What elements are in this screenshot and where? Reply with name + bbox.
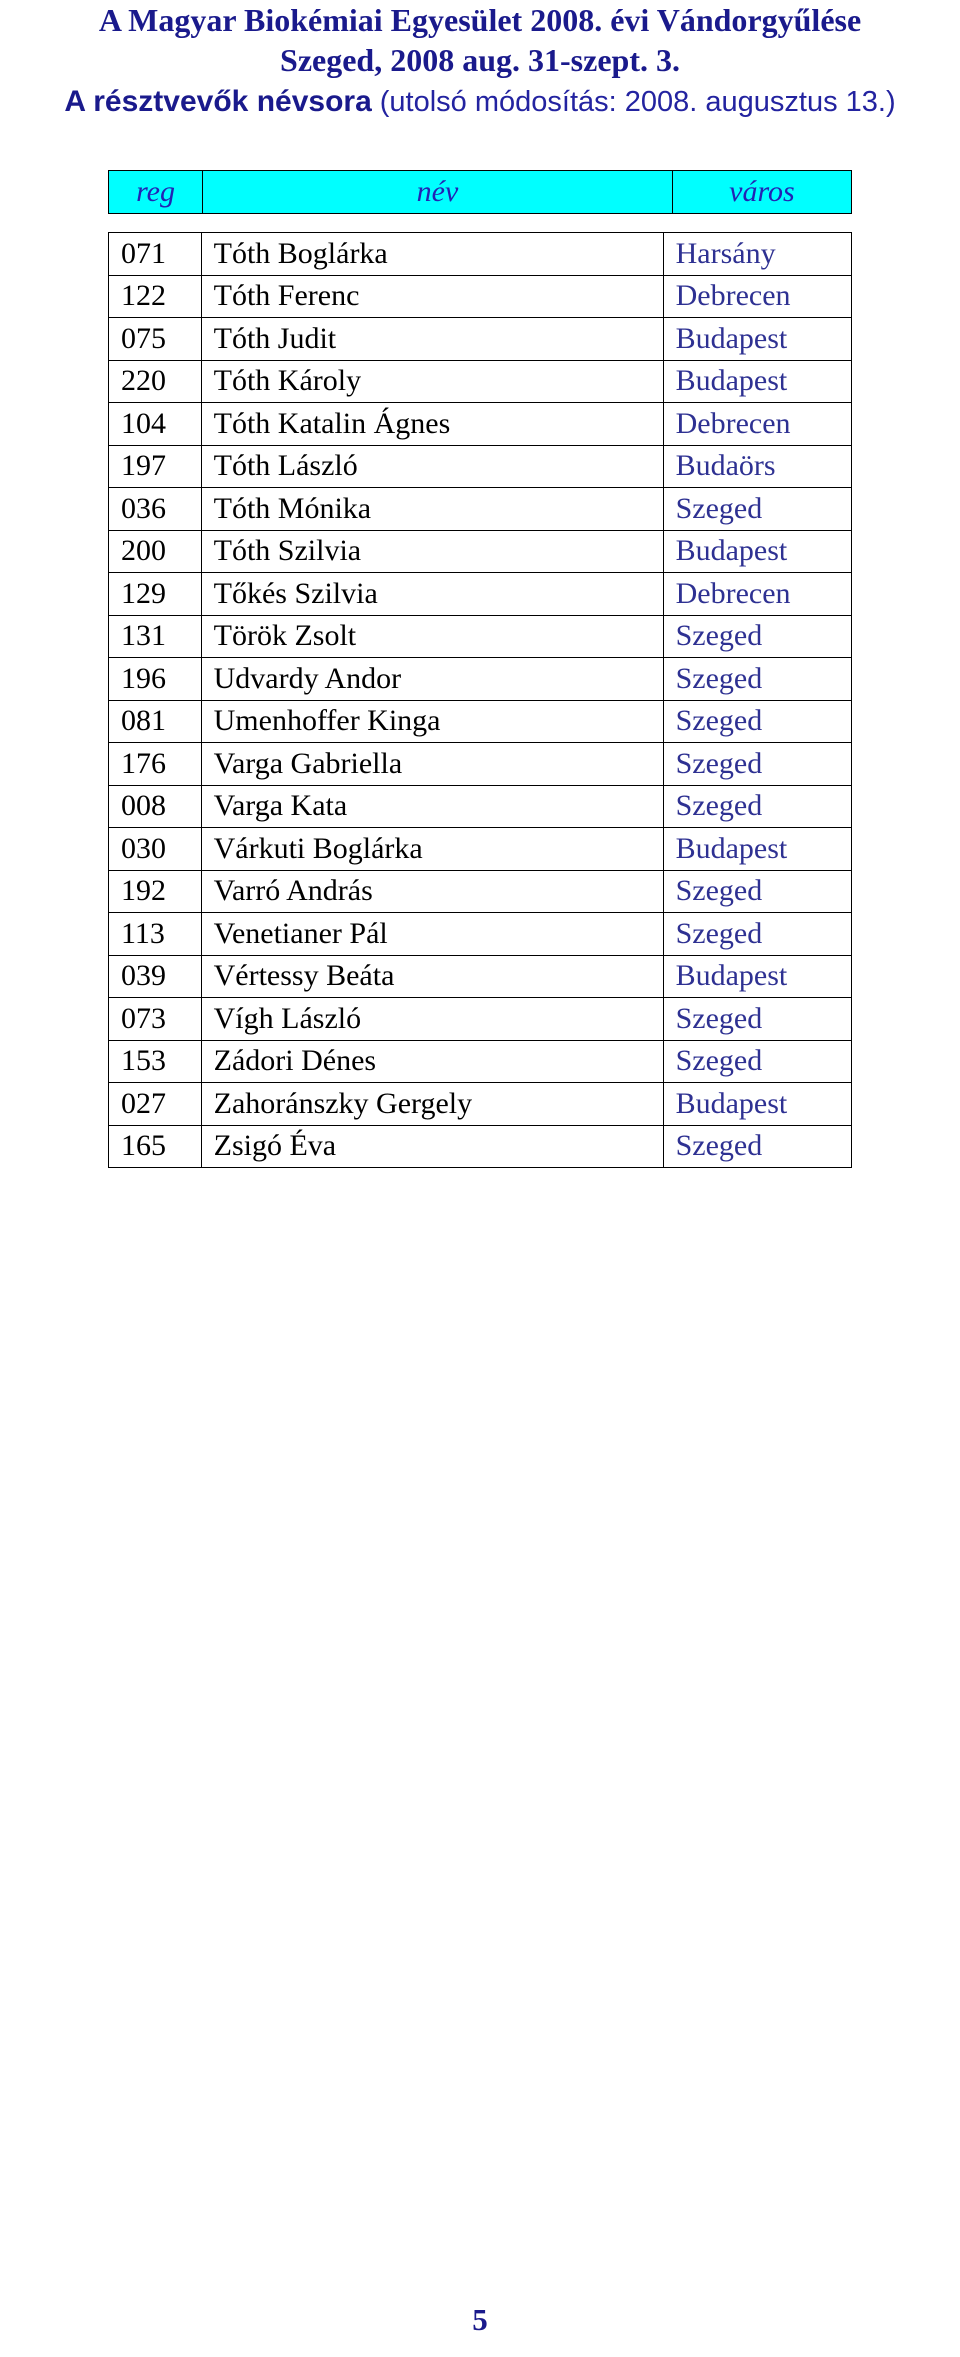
cell-city: Szeged — [663, 700, 851, 743]
cell-city: Harsány — [663, 233, 851, 276]
table-row — [109, 360, 852, 403]
title-participants-list: A résztvevők névsora — [64, 85, 372, 118]
cell-name: Varró András — [201, 870, 663, 913]
table-row — [109, 488, 852, 531]
cell-name: Varga Kata — [201, 785, 663, 828]
cell-reg: 192 — [109, 870, 202, 913]
table-row — [109, 998, 852, 1041]
participants-table — [108, 232, 852, 1168]
table-row — [109, 700, 852, 743]
cell-name: Zádori Dénes — [201, 1040, 663, 1083]
table-row — [109, 1040, 852, 1083]
document-title — [0, 0, 960, 122]
cell-city: Budapest — [663, 955, 851, 998]
cell-name: Vígh László — [201, 998, 663, 1041]
cell-city: Szeged — [663, 658, 851, 701]
cell-city: Szeged — [663, 743, 851, 786]
cell-city: Budapest — [663, 828, 851, 871]
page-number: 5 — [472, 2302, 488, 2337]
cell-name: Venetianer Pál — [201, 913, 663, 956]
cell-name: Zahoránszky Gergely — [201, 1083, 663, 1126]
column-header-reg: reg — [109, 171, 203, 214]
cell-city: Debrecen — [663, 403, 851, 446]
cell-name: Tóth Ferenc — [201, 275, 663, 318]
table-row — [109, 1083, 852, 1126]
cell-name: Tőkés Szilvia — [201, 573, 663, 616]
cell-name: Török Zsolt — [201, 615, 663, 658]
table-row — [109, 318, 852, 361]
cell-name: Tóth László — [201, 445, 663, 488]
cell-city: Szeged — [663, 1040, 851, 1083]
cell-reg: 129 — [109, 573, 202, 616]
column-header-table — [108, 170, 852, 214]
column-header-name: név — [203, 171, 673, 214]
cell-city: Budaörs — [663, 445, 851, 488]
cell-reg: 153 — [109, 1040, 202, 1083]
cell-name: Vértessy Beáta — [201, 955, 663, 998]
cell-city: Szeged — [663, 913, 851, 956]
cell-name: Tóth Mónika — [201, 488, 663, 531]
cell-city: Budapest — [663, 530, 851, 573]
table-row — [109, 1125, 852, 1168]
table-row — [109, 785, 852, 828]
table-row — [109, 913, 852, 956]
cell-city: Szeged — [663, 870, 851, 913]
table-row — [109, 828, 852, 871]
column-header-city: város — [672, 171, 851, 214]
cell-reg: 122 — [109, 275, 202, 318]
cell-reg: 176 — [109, 743, 202, 786]
cell-city: Szeged — [663, 785, 851, 828]
cell-name: Tóth Szilvia — [201, 530, 663, 573]
cell-reg: 131 — [109, 615, 202, 658]
title-line-1: A Magyar Biokémiai Egyesület 2008. évi Vándorgyűlése — [98, 2, 862, 38]
cell-city: Debrecen — [663, 573, 851, 616]
cell-reg: 197 — [109, 445, 202, 488]
table-row — [109, 615, 852, 658]
cell-reg: 030 — [109, 828, 202, 871]
cell-reg: 039 — [109, 955, 202, 998]
table-row — [109, 233, 852, 276]
cell-reg: 073 — [109, 998, 202, 1041]
title-line-2: Szeged, 2008 aug. 31-szept. 3. — [280, 42, 680, 78]
participants-table-body — [109, 233, 852, 1168]
table-row — [109, 955, 852, 998]
cell-reg: 104 — [109, 403, 202, 446]
column-header-row — [109, 171, 852, 214]
cell-reg: 220 — [109, 360, 202, 403]
table-row — [109, 743, 852, 786]
cell-reg: 196 — [109, 658, 202, 701]
cell-city: Budapest — [663, 360, 851, 403]
cell-name: Zsigó Éva — [201, 1125, 663, 1168]
title-last-modified: (utolsó módosítás: 2008. augusztus 13.) — [379, 86, 896, 118]
cell-reg: 071 — [109, 233, 202, 276]
cell-name: Tóth Judit — [201, 318, 663, 361]
cell-reg: 200 — [109, 530, 202, 573]
title-line-3 — [0, 80, 960, 122]
cell-city: Budapest — [663, 1083, 851, 1126]
table-row — [109, 658, 852, 701]
cell-reg: 113 — [109, 913, 202, 956]
cell-reg: 036 — [109, 488, 202, 531]
table-row — [109, 870, 852, 913]
cell-name: Varga Gabriella — [201, 743, 663, 786]
table-row — [109, 445, 852, 488]
cell-reg: 165 — [109, 1125, 202, 1168]
cell-city: Szeged — [663, 488, 851, 531]
table-row — [109, 530, 852, 573]
table-row — [109, 275, 852, 318]
table-row — [109, 403, 852, 446]
cell-name: Umenhoffer Kinga — [201, 700, 663, 743]
cell-name: Várkuti Boglárka — [201, 828, 663, 871]
cell-city: Debrecen — [663, 275, 851, 318]
table-row — [109, 573, 852, 616]
cell-reg: 075 — [109, 318, 202, 361]
cell-city: Szeged — [663, 615, 851, 658]
cell-reg: 027 — [109, 1083, 202, 1126]
cell-city: Szeged — [663, 1125, 851, 1168]
cell-name: Udvardy Andor — [201, 658, 663, 701]
cell-reg: 081 — [109, 700, 202, 743]
cell-city: Szeged — [663, 998, 851, 1041]
cell-reg: 008 — [109, 785, 202, 828]
cell-city: Budapest — [663, 318, 851, 361]
cell-name: Tóth Katalin Ágnes — [201, 403, 663, 446]
cell-name: Tóth Boglárka — [201, 233, 663, 276]
cell-name: Tóth Károly — [201, 360, 663, 403]
